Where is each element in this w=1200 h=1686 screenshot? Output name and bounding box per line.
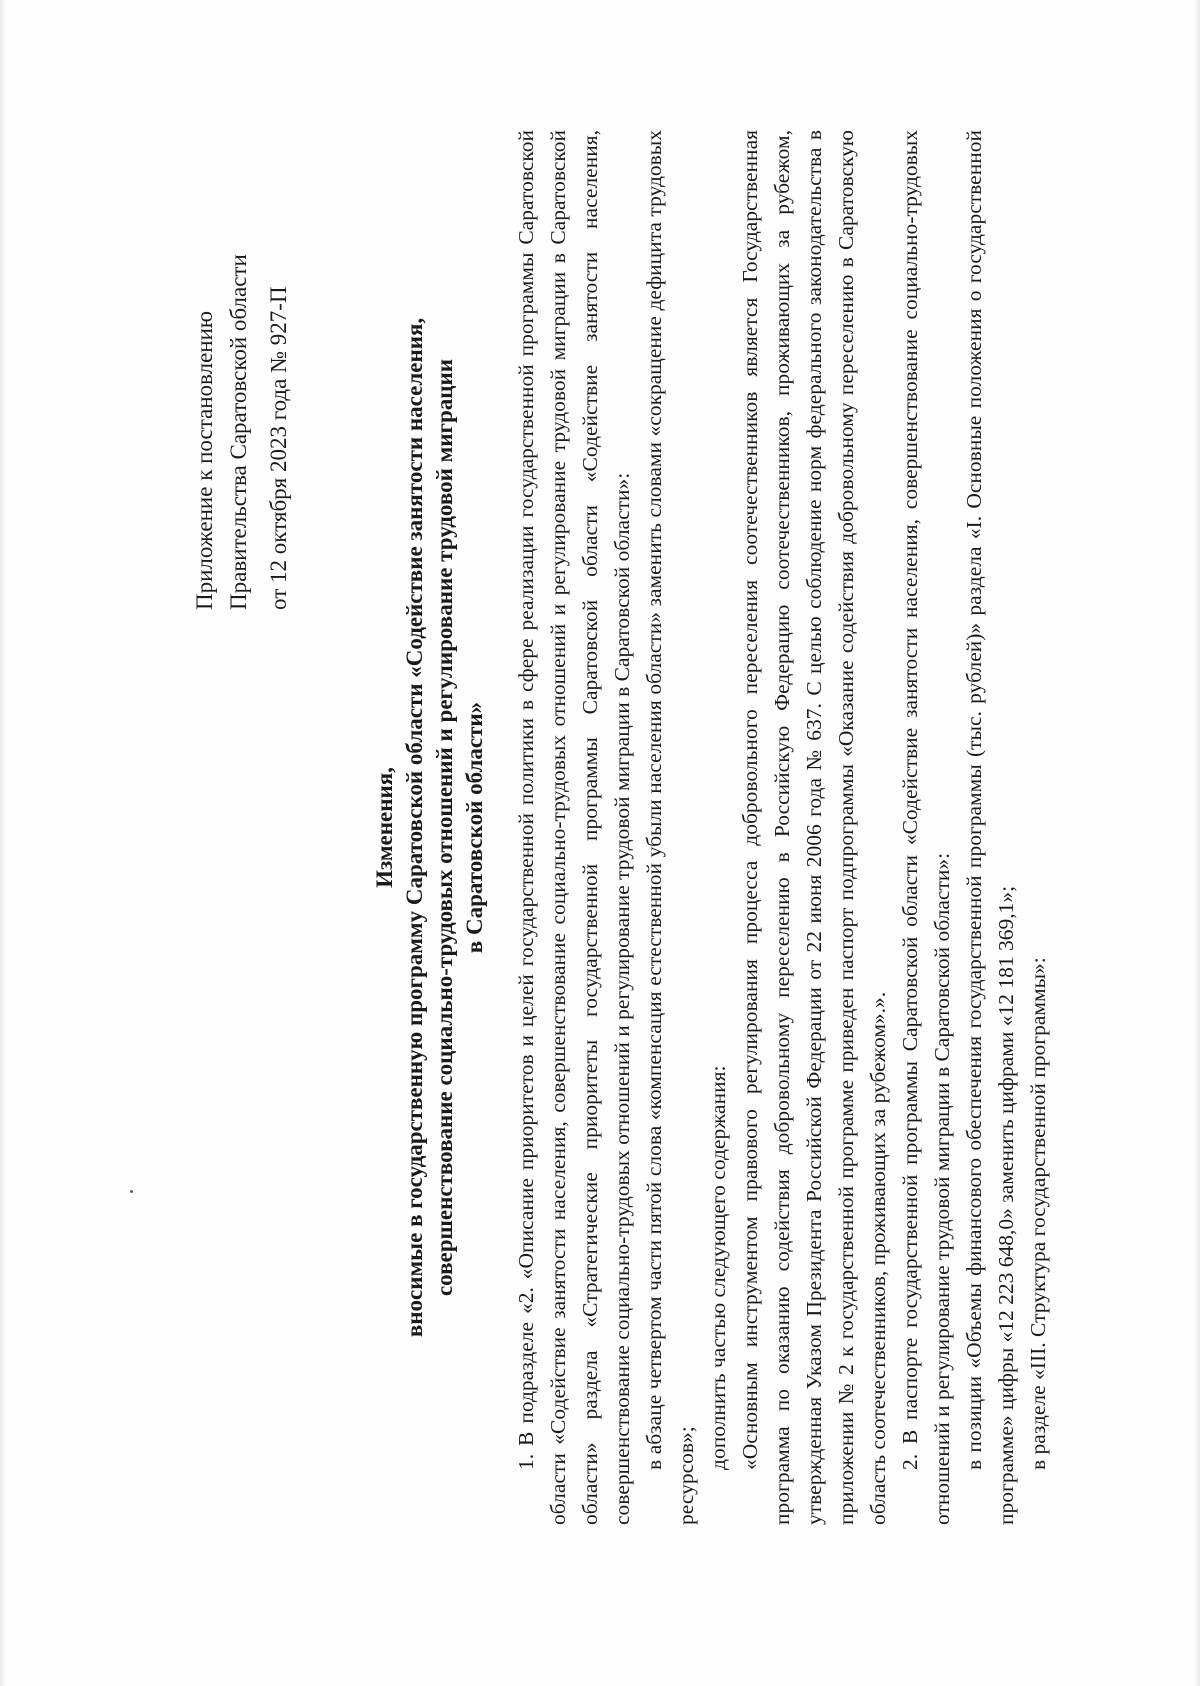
document-body — [510, 130, 1054, 1525]
approval-line-2: Правительства Саратовской области — [226, 254, 251, 610]
paragraph-2: в абзаце четвертом части пятой слова «компенсация естественной убыли населения области» заменить словами «сокращение дефицита трудовых ресурсов»; — [642, 130, 698, 1525]
approval-block — [188, 110, 296, 610]
paragraph-5: 2. В паспорте государственной программы Саратовской области «Содействие занятости населения, совершенствование социально-трудовых отношений и регулирование трудовой миграции в Саратовской области»: — [898, 130, 954, 1525]
heading-line-4: в Саратовской области» — [462, 701, 487, 954]
rotated-page-content — [40, 100, 1060, 1555]
paragraph-4: «Основным инструментом правового регулирования процесса добровольного переселения соотечественников является Государственная программа по оказанию содействия добровольному переселению в Российскую Федерацию соотечественников, проживающих за рубежом, утвержденная Указом Президента Российской Федерации от 22 июня 2006 года № 637. С целью соблюдение норм федерального законодательства в приложении № 2 к государственной программе приведен паспорт подпрограммы «Оказание содействия добровольному переселению в Саратовскую область соотечественников, проживающих за рубежом».». — [738, 130, 890, 1525]
heading-line-1: Изменения, — [372, 767, 397, 888]
scan-edge-left — [0, 0, 6, 1686]
approval-date-line: от 12 октября 2023 года № 927-П — [266, 286, 291, 610]
paragraph-1: 1. В подразделе «2. «Описание приоритетов и целей государственной политики в сфере реализации государственной программы Саратовской области «Содействие занятости населения, совершенствование социально-трудовых отношений и регулирование трудовой миграции в Саратовской области» раздела «Стратегические приоритеты государственной программы Саратовской области «Содействие занятости населения, совершенствование социально-трудовых отношений и регулирование трудовой миграции в Саратовской области»: — [514, 130, 634, 1525]
scan-edge-right — [1194, 0, 1200, 1686]
paragraph-6: в позиции «Объемы финансового обеспечения государственной программы (тыс. рублей)» раздела «I. Основные положения о государственной программе» цифры «12 223 648,0» заменить цифрами «12 181 369,1»; — [962, 130, 1018, 1525]
document-heading — [370, 100, 490, 1555]
paragraph-7: в разделе «III. Структура государственной программы»: — [1026, 957, 1050, 1470]
approval-line-1: Приложение к постановлению — [192, 310, 217, 610]
paragraph-3: дополнить частью следующего содержания: — [706, 1065, 730, 1470]
heading-line-3: совершенствование социально-трудовых отношений и регулирование трудовой миграции — [432, 358, 457, 1297]
heading-line-2: вносимые в государственную программу Саратовской области «Содействие занятости населения, — [402, 317, 427, 1338]
